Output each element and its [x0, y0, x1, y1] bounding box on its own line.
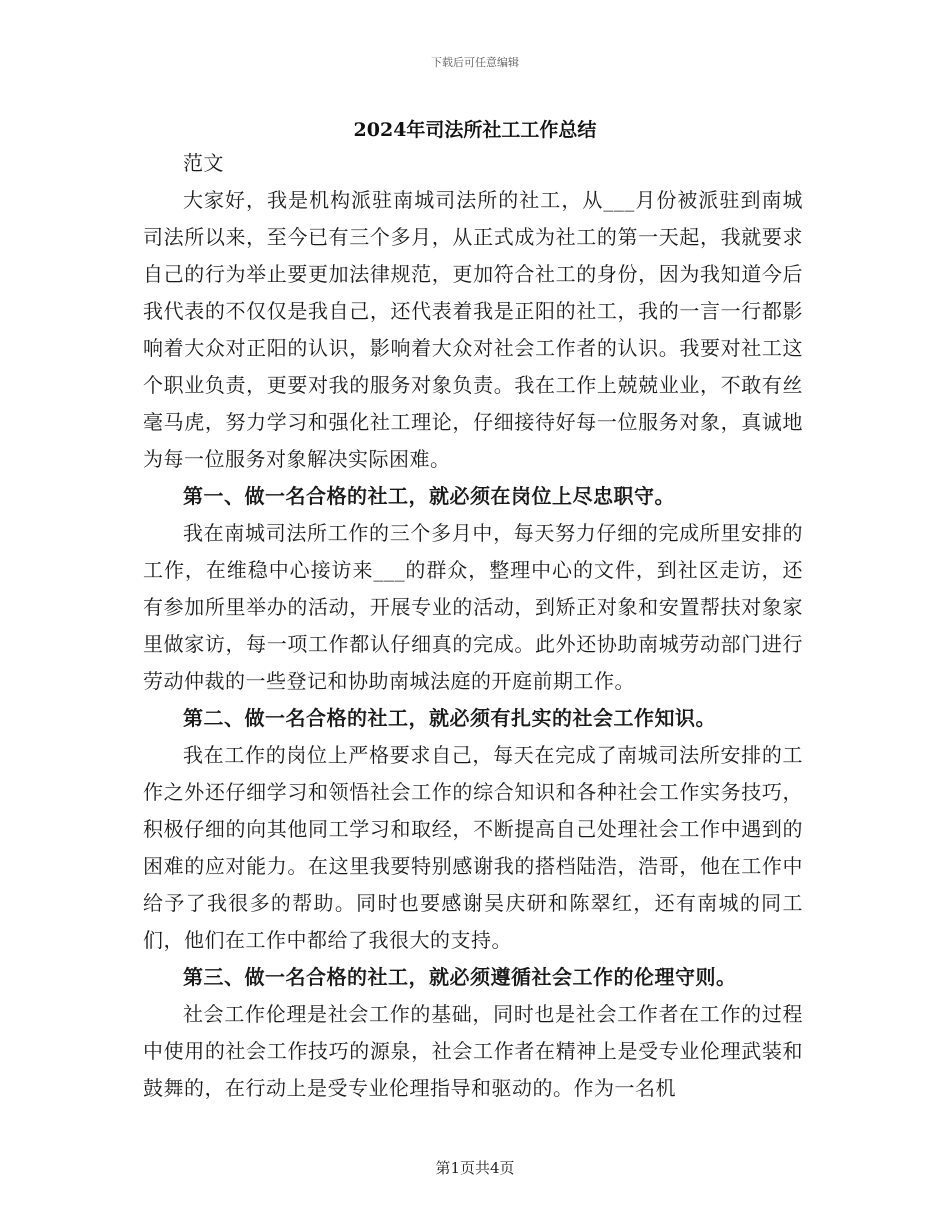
paragraph-intro: 大家好，我是机构派驻南城司法所的社工，从___月份被派驻到南城司法所以来，至今已有三个多月，从正式成为社工的第一天起，我就要求自己的行为举止要更加法律规范，更加符合社工的身份，因为我知道今后我代表的不仅仅是我自己，还代表着我是正阳的社工，我的一言一行都影响着大众对正阳的认识，影响着大众对社会工作者的认识。我要对社工这个职业负责，更要对我的服务对象负责。我在工作上兢兢业业，不敢有丝毫马虎，努力学习和强化社工理论，仔细接待好每一位服务对象，真诚地为每一位服务对象解决实际困难。	[143, 188, 803, 471]
paragraph-label: 范文	[183, 151, 224, 175]
paragraph-section-1: 我在南城司法所工作的三个多月中，每天努力仔细的完成所里安排的工作，在维稳中心接访来___的群众，整理中心的文件，到社区走访，还有参加所里举办的活动，开展专业的活动，到矫正对象和安置帮扶对象家里做家访，每一项工作都认仔细真的完成。此外还协助南城劳动部门进行劳动仲裁的一些登记和协助南城法庭的开庭前期工作。	[143, 521, 803, 693]
paragraph-section-3: 社会工作伦理是社会工作的基础，同时也是社会工作者在工作的过程中使用的社会工作技巧的源泉，社会工作者在精神上是受专业伦理武装和鼓舞的，在行动上是受专业伦理指导和驱动的。作为一名机	[143, 1002, 803, 1100]
section-heading-3: 第三、做一名合格的社工，就必须遵循社会工作的伦理守则。	[183, 965, 737, 989]
section-heading-1: 第一、做一名合格的社工，就必须在岗位上尽忠职守。	[183, 484, 675, 508]
document-body	[143, 145, 803, 1107]
paragraph-section-2: 我在工作的岗位上严格要求自己，每天在完成了南城司法所安排的工作之外还仔细学习和领悟社会工作的综合知识和各种社会工作实务技巧，积极仔细的向其他同工学习和取经，不断提高自己处理社会工作中遇到的困难的应对能力。在这里我要特别感谢我的搭档陆浩，浩哥，他在工作中给予了我很多的帮助。同时也要感谢吴庆研和陈翠红，还有南城的同工们，他们在工作中都给了我很大的支持。	[143, 743, 803, 952]
header-note: 下载后可任意编辑	[431, 56, 519, 69]
section-heading-2: 第二、做一名合格的社工，就必须有扎实的社会工作知识。	[183, 706, 716, 730]
page-footer: 第1页共4页	[435, 1159, 515, 1177]
document-title: 2024年司法所社工工作总结	[353, 119, 597, 141]
